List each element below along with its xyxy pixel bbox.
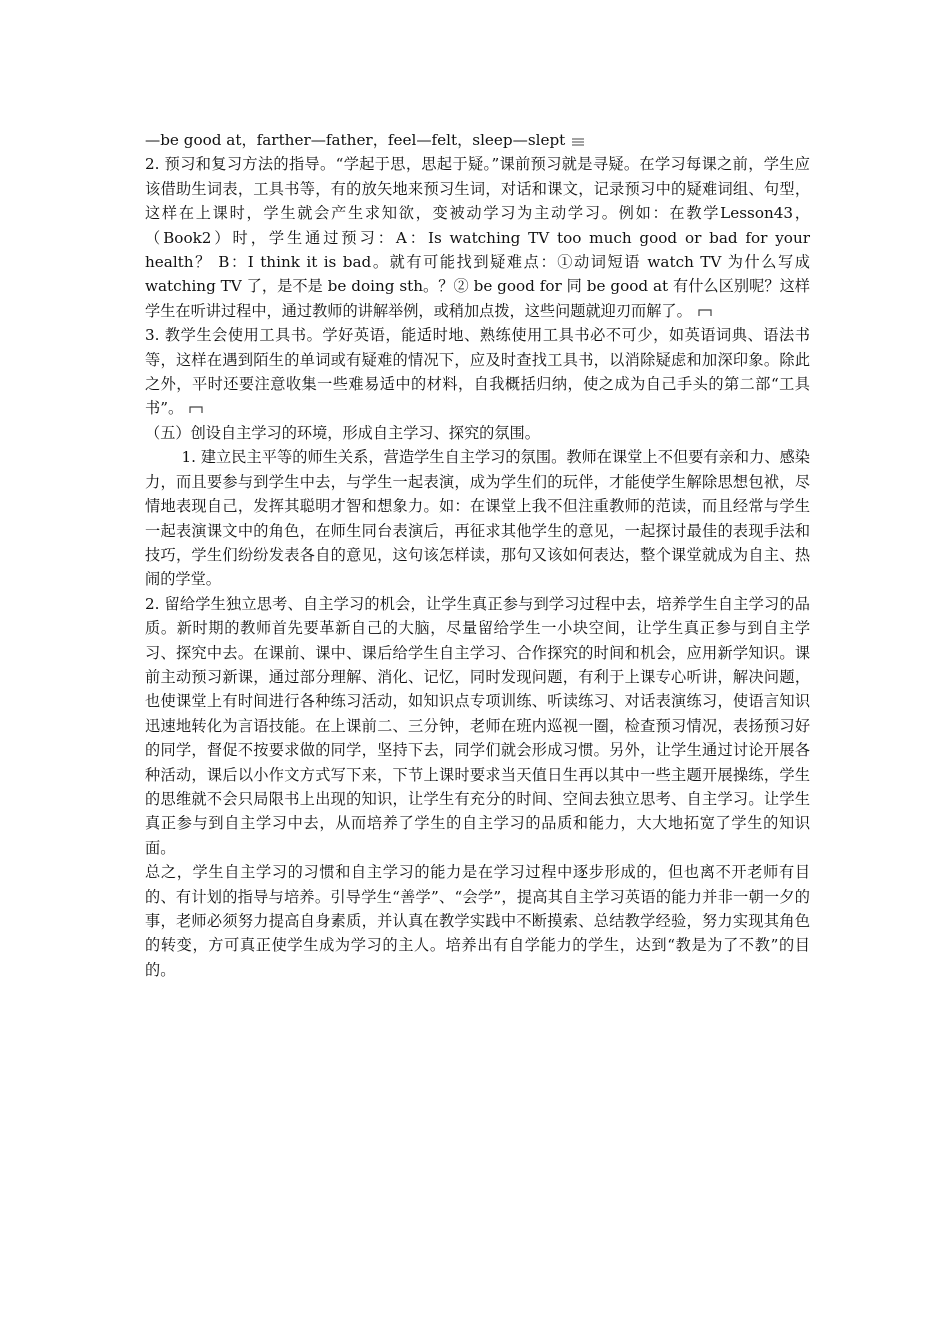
paragraph-text: 2. 预习和复习方法的指导。“学起于思，思起于疑。”课前预习就是寻疑。在学习每课之前，学生应该借助生词表，工具书等，有的放矢地来预习生词，对话和课文，记录预习中的疑难词组、句型，这样在上课时，学生就会产生求知欲，变被动学习为主动学习。例如：在教学Lesson43，（Book2）时，学生通过预习：A：Is watching TV too much good or bad for your health？ B：I think it is bad。就有可能找到疑难点：①动词短语 watch TV 为什么写成 watching TV 了，是不是 be doing sth。？② be good for 同 be good at 有什么区别呢？这样学生在听讲过程中，通过教师的讲解举例，或稍加点拨，这些问题就迎刃而解了。 <box>145 155 810 320</box>
section-heading-five: （五）创设自主学习的环境，形成自主学习、探究的氛围。 <box>145 423 540 442</box>
paragraph-preview-method <box>145 152 810 323</box>
line-break-mark-icon <box>571 136 585 146</box>
document-body <box>145 128 810 982</box>
paragraph-text: 3. 教学生会使用工具书。学好英语，能适时地、熟练使用工具书必不可少，如英语词典、语法书等，这样在遇到陌生的单词或有疑难的情况下，应及时查找工具书，以消除疑虑和加深印象。除此之外，平时还要注意收集一些难易适中的材料，自我概括归纳，使之成为自己手头的第二部“工具书”。 <box>145 326 810 418</box>
paragraph-word-pairs <box>145 128 810 152</box>
paragraph-teacher-student-relationship: 1. 建立民主平等的师生关系，营造学生自主学习的氛围。教师在课堂上不但要有亲和力、感染力，而且要参与到学生中去，与学生一起表演，成为学生们的玩伴，才能使学生解除思想包袱，尽情地表现自己，发挥其聪明才智和想象力。如：在课堂上我不但注重教师的范读，而且经常与学生一起表演课文中的角色，在师生同台表演后，再征求其他学生的意见，一起探讨最佳的表现手法和技巧，学生们纷纷发表各自的意见，这句该怎样读，那句又该如何表达，整个课堂就成为自主、热闹的学堂。 <box>145 448 810 589</box>
paragraph-mark-icon <box>698 307 712 317</box>
paragraph-reference-books <box>145 323 810 421</box>
paragraph-independent-thinking: 2. 留给学生独立思考、自主学习的机会，让学生真正参与到学习过程中去，培养学生自主学习的品质。新时期的教师首先要革新自己的大脑，尽量留给学生一小块空间，让学生真正参与到自主学习、探究中去。在课前、课中、课后给学生自主学习、合作探究的时间和机会，应用新学知识。课前主动预习新课，通过部分理解、消化、记忆，同时发现问题，有利于上课专心听讲，解决问题，也使课堂上有时间进行各种练习活动，如知识点专项训练、听读练习、对话表演练习，使语言知识迅速地转化为言语技能。在上课前二、三分钟，老师在班内巡视一圈，检查预习情况，表扬预习好的同学，督促不按要求做的同学，坚持下去，同学们就会形成习惯。另外，让学生通过讨论开展各种活动，课后以小作文方式写下来，下节上课时要求当天值日生再以其中一些主题开展操练，学生的思维就不会只局限书上出现的知识，让学生有充分的时间、空间去独立思考、自主学习。让学生真正参与到自主学习中去，从而培养了学生的自主学习的品质和能力，大大地拓宽了学生的知识面。 <box>145 594 810 857</box>
paragraph-conclusion: 总之，学生自主学习的习惯和自主学习的能力是在学习过程中逐步形成的，但也离不开老师有目的、有计划的指导与培养。引导学生“善学”、“会学”，提高其自主学习英语的能力并非一朝一夕的事，老师必须努力提高自身素质，并认真在教学实践中不断摸索、总结教学经验，努力实现其角色的转变，方可真正使学生成为学习的主人。培养出有自学能力的学生，达到“教是为了不教”的目的。 <box>145 863 810 979</box>
paragraph-mark-icon <box>189 404 203 414</box>
paragraph-text: —be good at，farther—father，feel—felt，sleep—slept <box>145 131 566 149</box>
